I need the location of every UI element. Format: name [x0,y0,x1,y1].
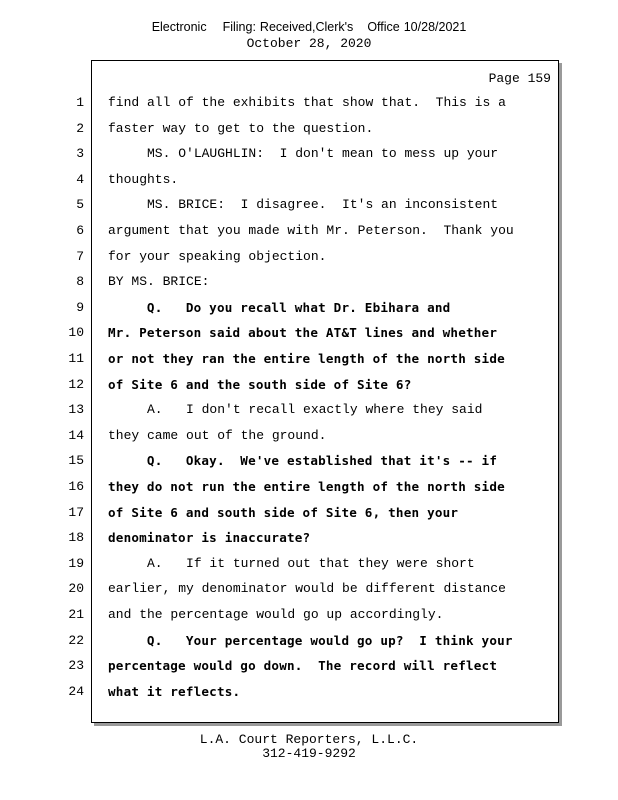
page-number: Page 159 [488,71,551,86]
question-line: Mr. Peterson said about the AT&T lines and whether [108,325,498,340]
question-line: Q. Your percentage would go up? I think your [108,633,513,648]
filing-word-office: Office [367,20,400,34]
filing-word-electronic: Electronic [151,20,207,34]
line-number: 14 [68,428,84,443]
line-number: 4 [76,172,84,187]
line-number: 10 [68,325,84,340]
reporter-company: L.A. Court Reporters, L.L.C. [199,732,419,747]
line-number: 21 [68,607,84,622]
transcript-line: A. I don't recall exactly where they said [108,402,483,417]
line-number: 3 [76,146,84,161]
transcript-line: and the percentage would go up accordingly. [108,607,444,622]
question-line: of Site 6 and the south side of Site 6? [108,377,412,392]
filing-date: 10/28/2021 [403,20,467,34]
transcript-line: faster way to get to the question. [108,121,374,136]
line-number: 19 [68,556,84,571]
line-number: 5 [76,197,84,212]
line-number: 23 [68,658,84,673]
question-line: denominator is inaccurate? [108,530,311,545]
line-number: 9 [76,300,84,315]
line-number: 1 [76,95,84,110]
transcript-line: thoughts. [108,172,179,187]
transcript-line: A. If it turned out that they were short [108,556,475,571]
electronic-filing-stamp [0,20,618,36]
line-number: 20 [68,581,84,596]
line-number: 2 [76,121,84,136]
question-line: of Site 6 and south side of Site 6, then your [108,505,459,520]
transcript-line: for your speaking objection. [108,249,327,264]
line-number: 13 [68,402,84,417]
reporter-phone: 312-419-9292 [262,746,356,761]
line-number: 17 [68,505,84,520]
question-line: Q. Okay. We've established that it's -- if [108,453,498,468]
line-number-divider [91,89,92,705]
line-number: 11 [68,351,84,366]
line-number: 8 [76,274,84,289]
line-number: 16 [68,479,84,494]
question-line: what it reflects. [108,684,241,699]
line-number: 12 [68,377,84,392]
question-line: Q. Do you recall what Dr. Ebihara and [108,300,451,315]
transcript-line: earlier, my denominator would be different distance [108,581,506,596]
filing-word-received: Received,Clerk's [259,20,354,34]
question-line: they do not run the entire length of the north side [108,479,505,494]
line-number: 24 [68,684,84,699]
transcript-line: they came out of the ground. [108,428,327,443]
line-number: 7 [76,249,84,264]
question-line: percentage would go down. The record will reflect [108,658,498,673]
transcript-line: find all of the exhibits that show that. This is a [108,95,506,110]
transcript-date: October 28, 2020 [246,36,372,51]
filing-word-filing: Filing: [222,20,256,34]
line-number: 22 [68,633,84,648]
transcript-line: argument that you made with Mr. Peterson. Thank you [108,223,514,238]
line-number: 6 [76,223,84,238]
transcript-line: MS. O'LAUGHLIN: I don't mean to mess up your [108,146,499,161]
transcript-line: BY MS. BRICE: [108,274,210,289]
question-line: or not they ran the entire length of the north side [108,351,505,366]
line-number: 15 [68,453,84,468]
transcript-line: MS. BRICE: I disagree. It's an inconsistent [108,197,499,212]
line-number: 18 [68,530,84,545]
